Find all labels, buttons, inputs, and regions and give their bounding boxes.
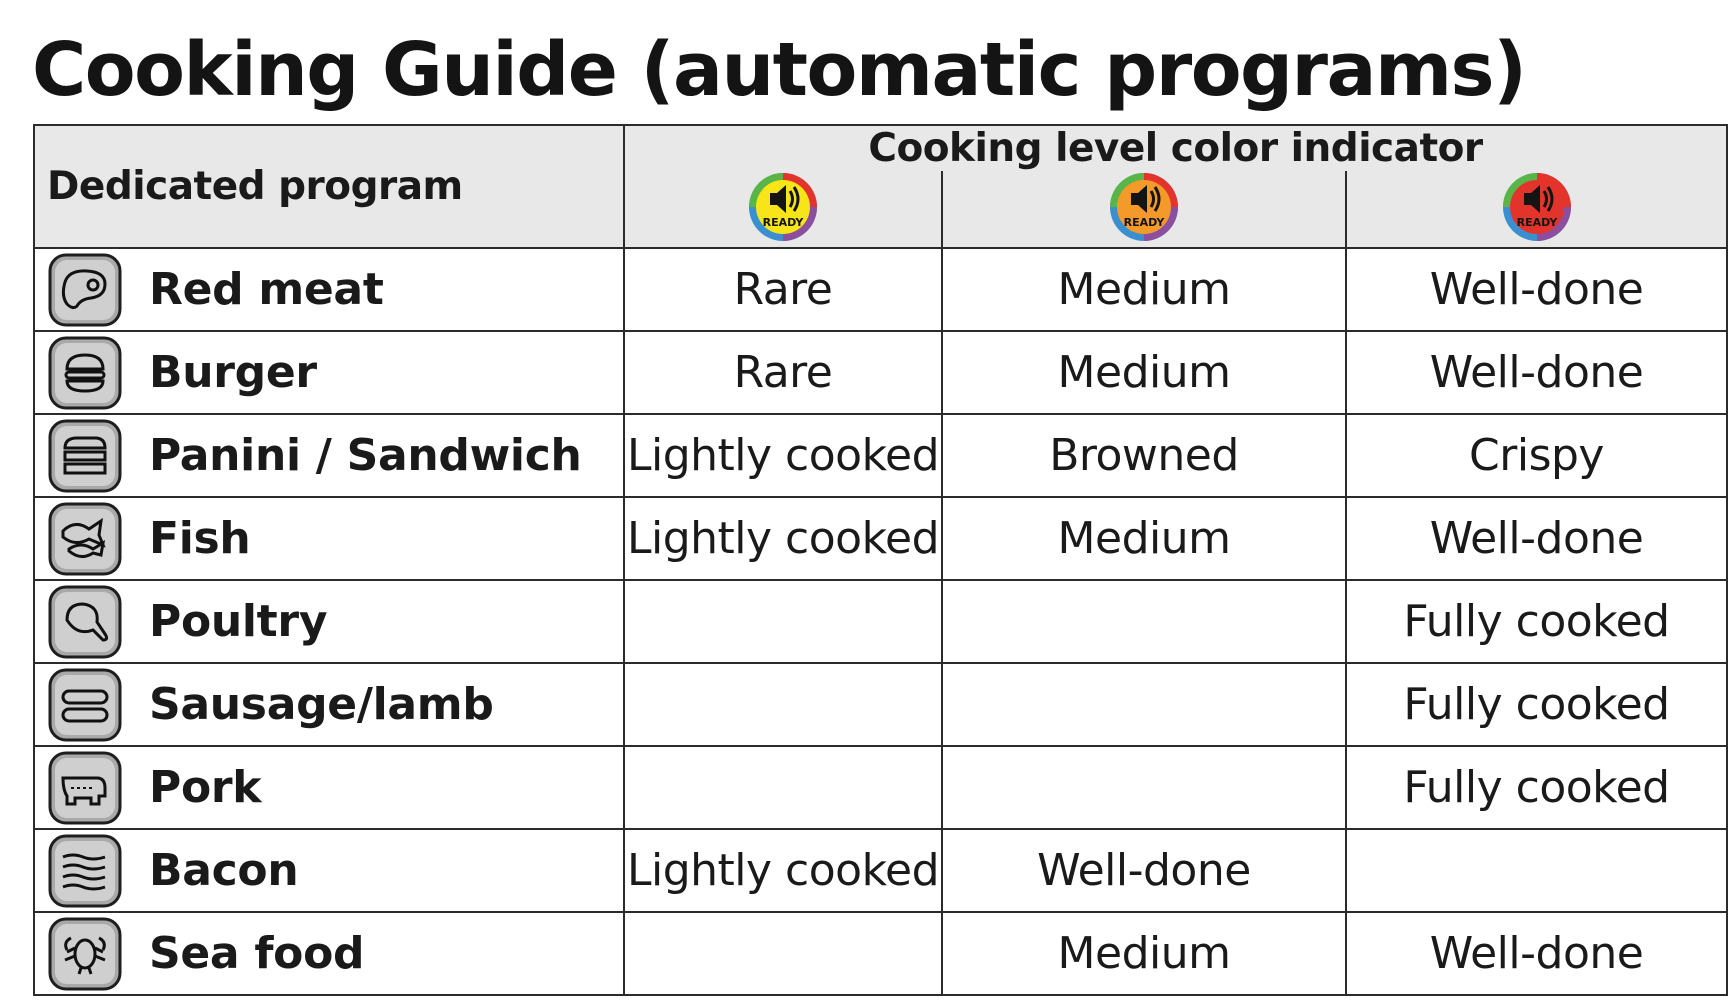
program-row <box>34 497 1727 580</box>
pork-icon <box>47 750 123 826</box>
poultry-icon <box>47 584 123 660</box>
level-cell <box>624 663 942 746</box>
program-row <box>34 331 1727 414</box>
level-cell: Medium <box>942 248 1346 331</box>
level-cell: Rare <box>624 331 942 414</box>
program-column-header: Dedicated program <box>34 125 624 248</box>
ready-indicator-icon <box>1107 171 1181 243</box>
fish-icon <box>47 501 123 577</box>
level-cell <box>942 746 1346 829</box>
program-name: Bacon <box>149 845 299 896</box>
sandwich-icon <box>47 418 123 494</box>
level-cell: Medium <box>942 497 1346 580</box>
level-cell <box>624 912 942 995</box>
sausage-icon <box>47 667 123 743</box>
cooking-guide-table <box>33 124 1728 996</box>
program-row <box>34 912 1727 995</box>
burger-icon <box>47 335 123 411</box>
program-name: Sea food <box>149 928 365 979</box>
header-row <box>34 125 1727 171</box>
program-name: Panini / Sandwich <box>149 430 582 481</box>
program-cell <box>34 663 624 746</box>
level-cell <box>624 746 942 829</box>
level-cell <box>624 580 942 663</box>
level-cell: Medium <box>942 912 1346 995</box>
program-name: Sausage/lamb <box>149 679 494 730</box>
level-cell: Well-done <box>1346 248 1727 331</box>
program-name: Red meat <box>149 264 384 315</box>
level-cell <box>942 663 1346 746</box>
steak-icon <box>47 252 123 328</box>
program-row <box>34 829 1727 912</box>
level-cell: Fully cooked <box>1346 663 1727 746</box>
level-cell: Fully cooked <box>1346 746 1727 829</box>
program-name: Burger <box>149 347 317 398</box>
program-name: Fish <box>149 513 251 564</box>
program-cell <box>34 331 624 414</box>
level-cell <box>942 580 1346 663</box>
program-name: Pork <box>149 762 262 813</box>
program-name: Poultry <box>149 596 328 647</box>
program-cell <box>34 912 624 995</box>
program-row <box>34 746 1727 829</box>
indicator-cell-orange <box>942 171 1346 248</box>
level-cell: Well-done <box>1346 331 1727 414</box>
page-title: Cooking Guide (automatic programs) <box>32 27 1526 113</box>
program-cell <box>34 580 624 663</box>
level-cell <box>1346 829 1727 912</box>
indicator-cell-yellow <box>624 171 942 248</box>
level-cell: Lightly cooked <box>624 829 942 912</box>
level-cell: Fully cooked <box>1346 580 1727 663</box>
program-cell <box>34 414 624 497</box>
ready-indicator-icon <box>1500 171 1574 243</box>
program-row <box>34 580 1727 663</box>
level-cell: Lightly cooked <box>624 497 942 580</box>
level-cell: Lightly cooked <box>624 414 942 497</box>
level-cell: Well-done <box>1346 497 1727 580</box>
ready-indicator-icon <box>746 171 820 243</box>
level-cell: Well-done <box>942 829 1346 912</box>
program-row <box>34 414 1727 497</box>
indicator-cell-red <box>1346 171 1727 248</box>
level-cell: Browned <box>942 414 1346 497</box>
program-cell <box>34 248 624 331</box>
level-column-header: Cooking level color indicator <box>624 125 1727 171</box>
program-cell <box>34 497 624 580</box>
level-cell: Well-done <box>1346 912 1727 995</box>
ready-label: READY <box>762 216 804 229</box>
ready-label: READY <box>1516 216 1557 229</box>
bacon-icon <box>47 833 123 909</box>
program-row <box>34 248 1727 331</box>
seafood-icon <box>47 916 123 992</box>
program-cell <box>34 746 624 829</box>
level-cell: Medium <box>942 331 1346 414</box>
level-cell: Crispy <box>1346 414 1727 497</box>
ready-label: READY <box>1123 216 1165 229</box>
level-cell: Rare <box>624 248 942 331</box>
program-cell <box>34 829 624 912</box>
program-row <box>34 663 1727 746</box>
